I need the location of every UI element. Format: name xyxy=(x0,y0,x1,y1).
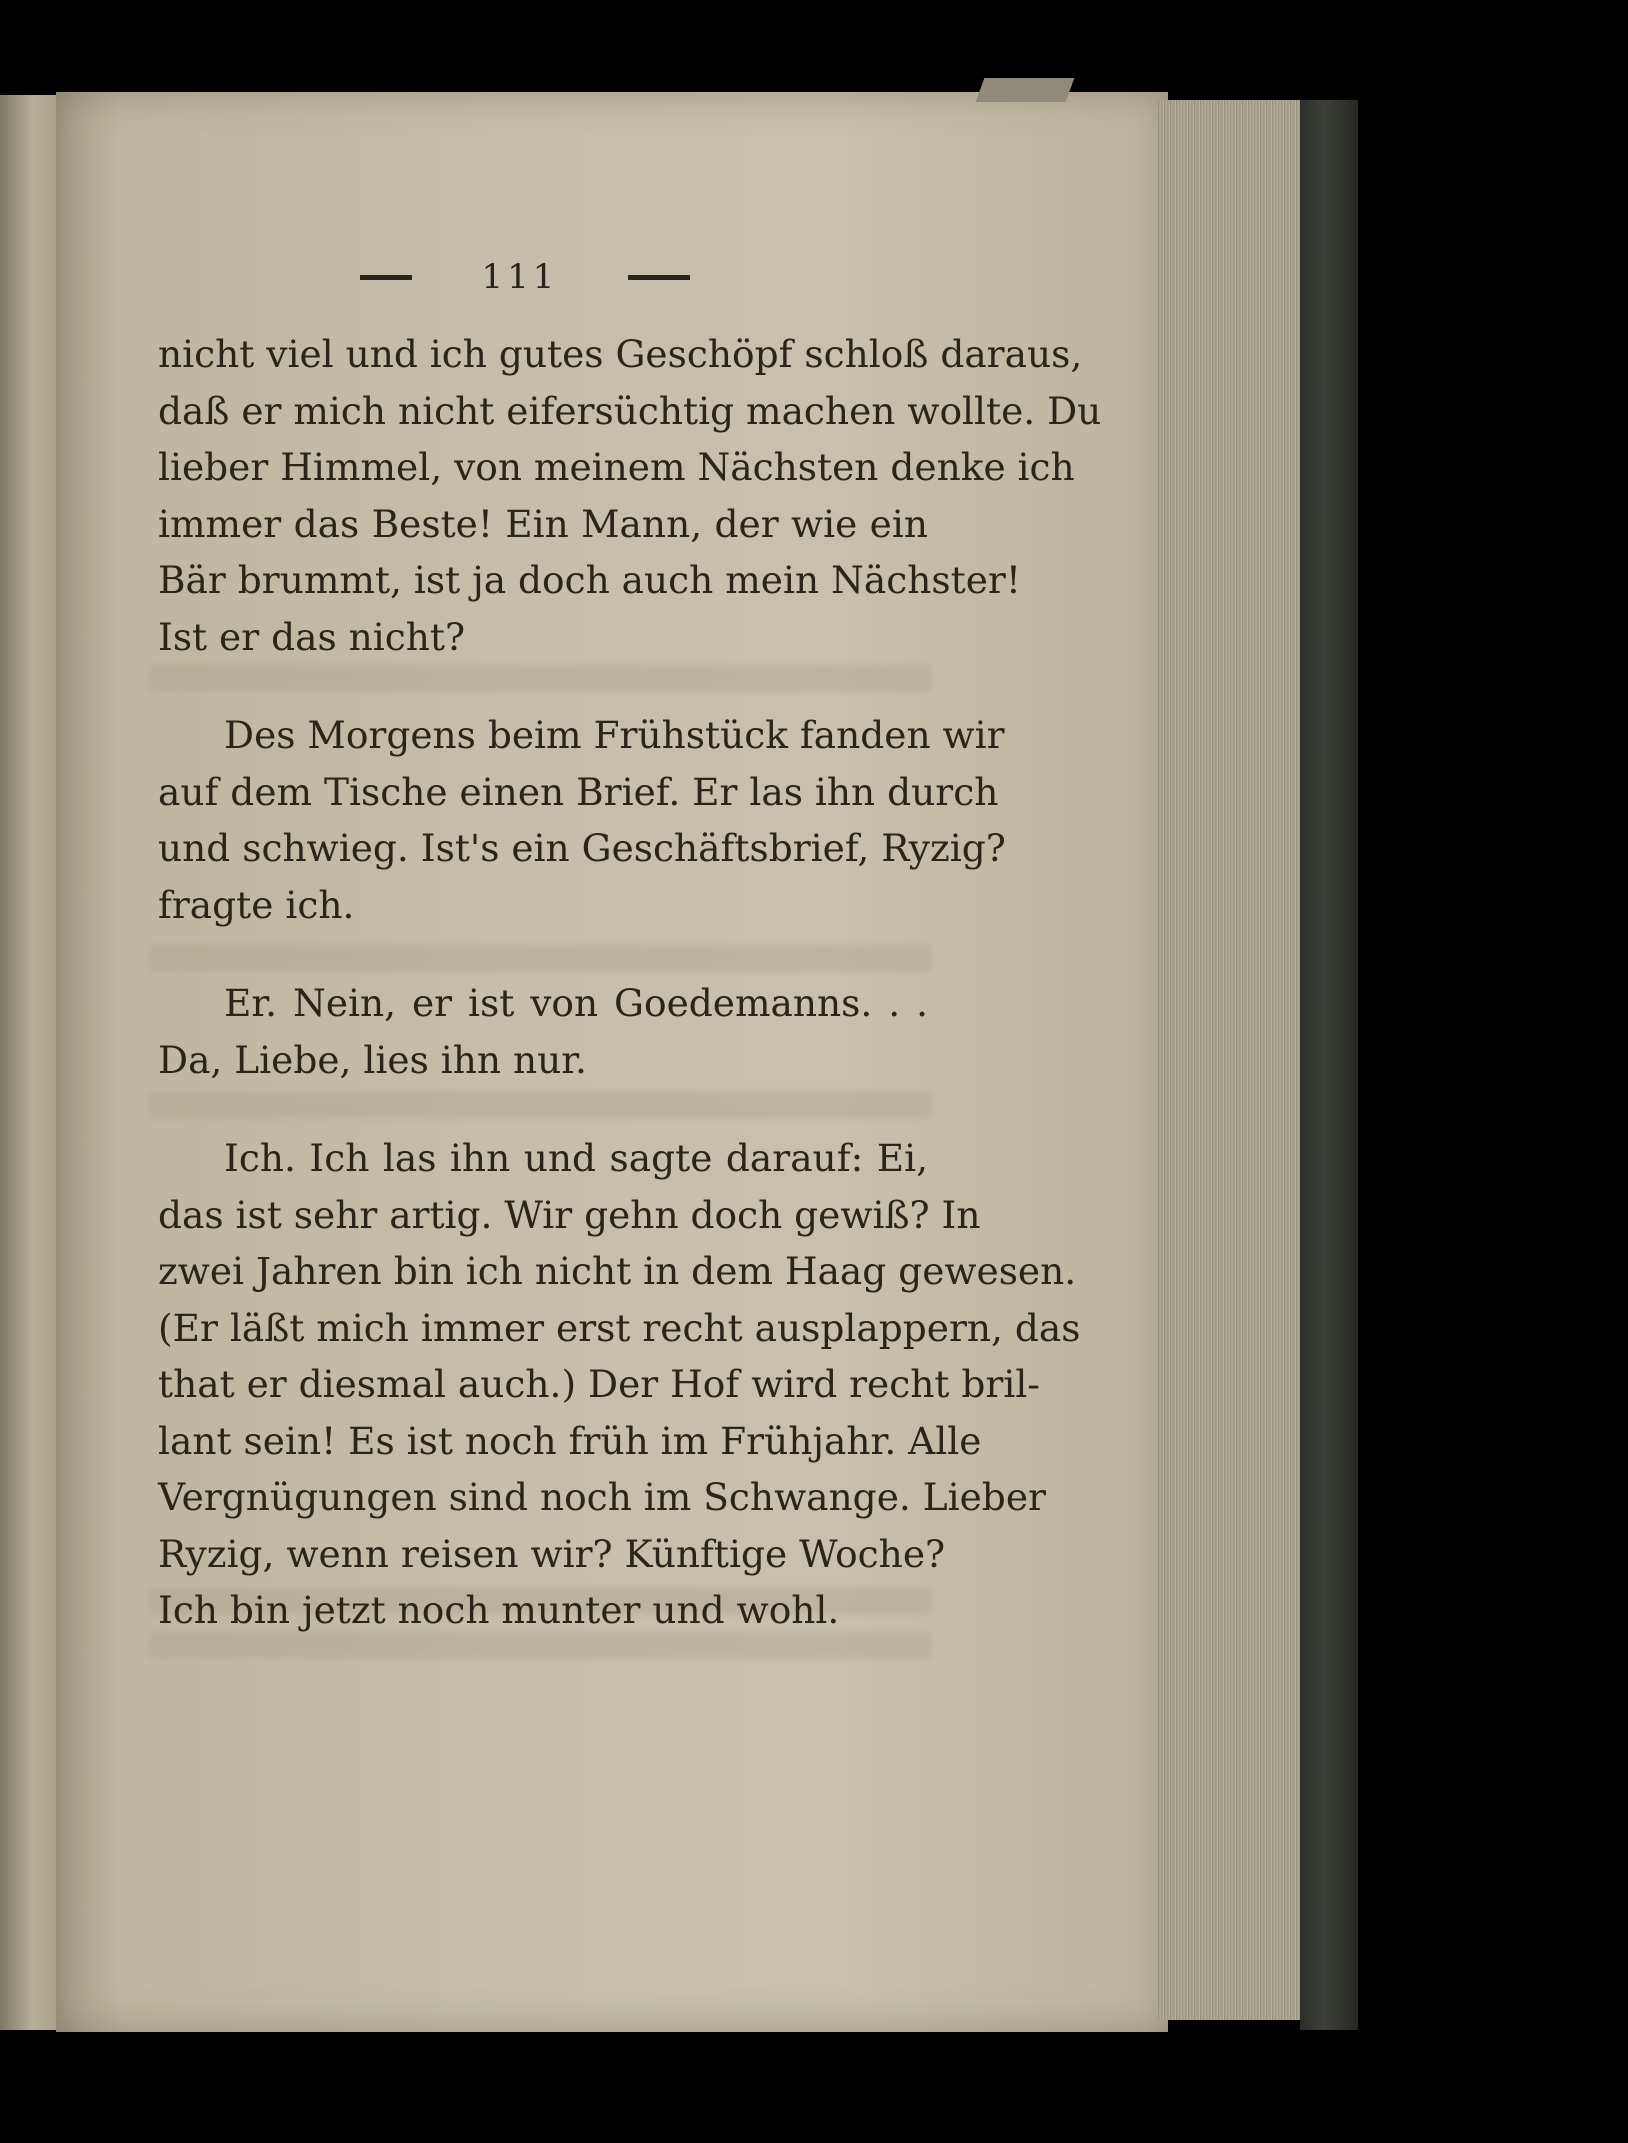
text-line: das ist sehr artig. Wir gehn doch gewiß? In xyxy=(158,1192,981,1237)
text-line: lant sein! Es ist noch früh im Frühjahr. Alle xyxy=(158,1418,982,1463)
page-number: 111 xyxy=(481,257,559,297)
text-line: (Er läßt mich immer erst recht ausplappern, das xyxy=(158,1305,1081,1350)
book-cover-edge xyxy=(1300,100,1358,2030)
text-line: Da, Liebe, lies ihn nur. xyxy=(158,1037,587,1082)
page-block-edge xyxy=(1158,100,1300,2020)
running-head xyxy=(360,252,690,302)
text-line: Vergnügungen sind noch im Schwange. Lieber xyxy=(158,1475,1046,1519)
text-line: that er diesmal auch.) Der Hof wird recht bril- xyxy=(158,1362,1040,1406)
paragraph xyxy=(158,707,1006,933)
left-page-edge xyxy=(0,95,58,2030)
running-head-dash xyxy=(628,275,690,280)
text-line: auf dem Tische einen Brief. Er las ihn durch xyxy=(158,769,999,814)
text-line: Des Morgens beim Frühstück fanden wir xyxy=(224,713,1005,757)
paragraph xyxy=(158,975,928,1088)
text-line: Ich. Ich las ihn und sagte darauf: Ei, xyxy=(224,1136,928,1180)
body-text xyxy=(158,326,1102,1639)
text-line: immer das Beste! Ein Mann, der wie ein xyxy=(158,501,928,546)
text-line: zwei Jahren bin ich nicht in dem Haag gewesen. xyxy=(158,1249,1077,1293)
text-line: nicht viel und ich gutes Geschöpf schloß daraus, xyxy=(158,332,1083,376)
text-line: Ryzig, wenn reisen wir? Künftige Woche? xyxy=(158,1531,946,1576)
running-head-dash xyxy=(360,275,412,280)
text-line: Bär brummt, ist ja doch auch mein Nächster! xyxy=(158,558,1021,602)
text-line: lieber Himmel, von meinem Nächsten denke ich xyxy=(158,445,1075,489)
paragraph xyxy=(158,1130,1081,1639)
text-line: Ich bin jetzt noch munter und wohl. xyxy=(158,1588,840,1632)
page-top-tear xyxy=(976,78,1075,102)
text-line: Er. Nein, er ist von Goedemanns. . . xyxy=(224,981,928,1025)
paragraph xyxy=(158,326,1102,665)
text-line: Ist er das nicht? xyxy=(158,614,466,659)
text-line: und schwieg. Ist's ein Geschäftsbrief, Ryzig? xyxy=(158,826,1006,870)
text-line: fragte ich. xyxy=(158,882,355,927)
text-line: daß er mich nicht eifersüchtig machen wollte. Du xyxy=(158,388,1102,433)
